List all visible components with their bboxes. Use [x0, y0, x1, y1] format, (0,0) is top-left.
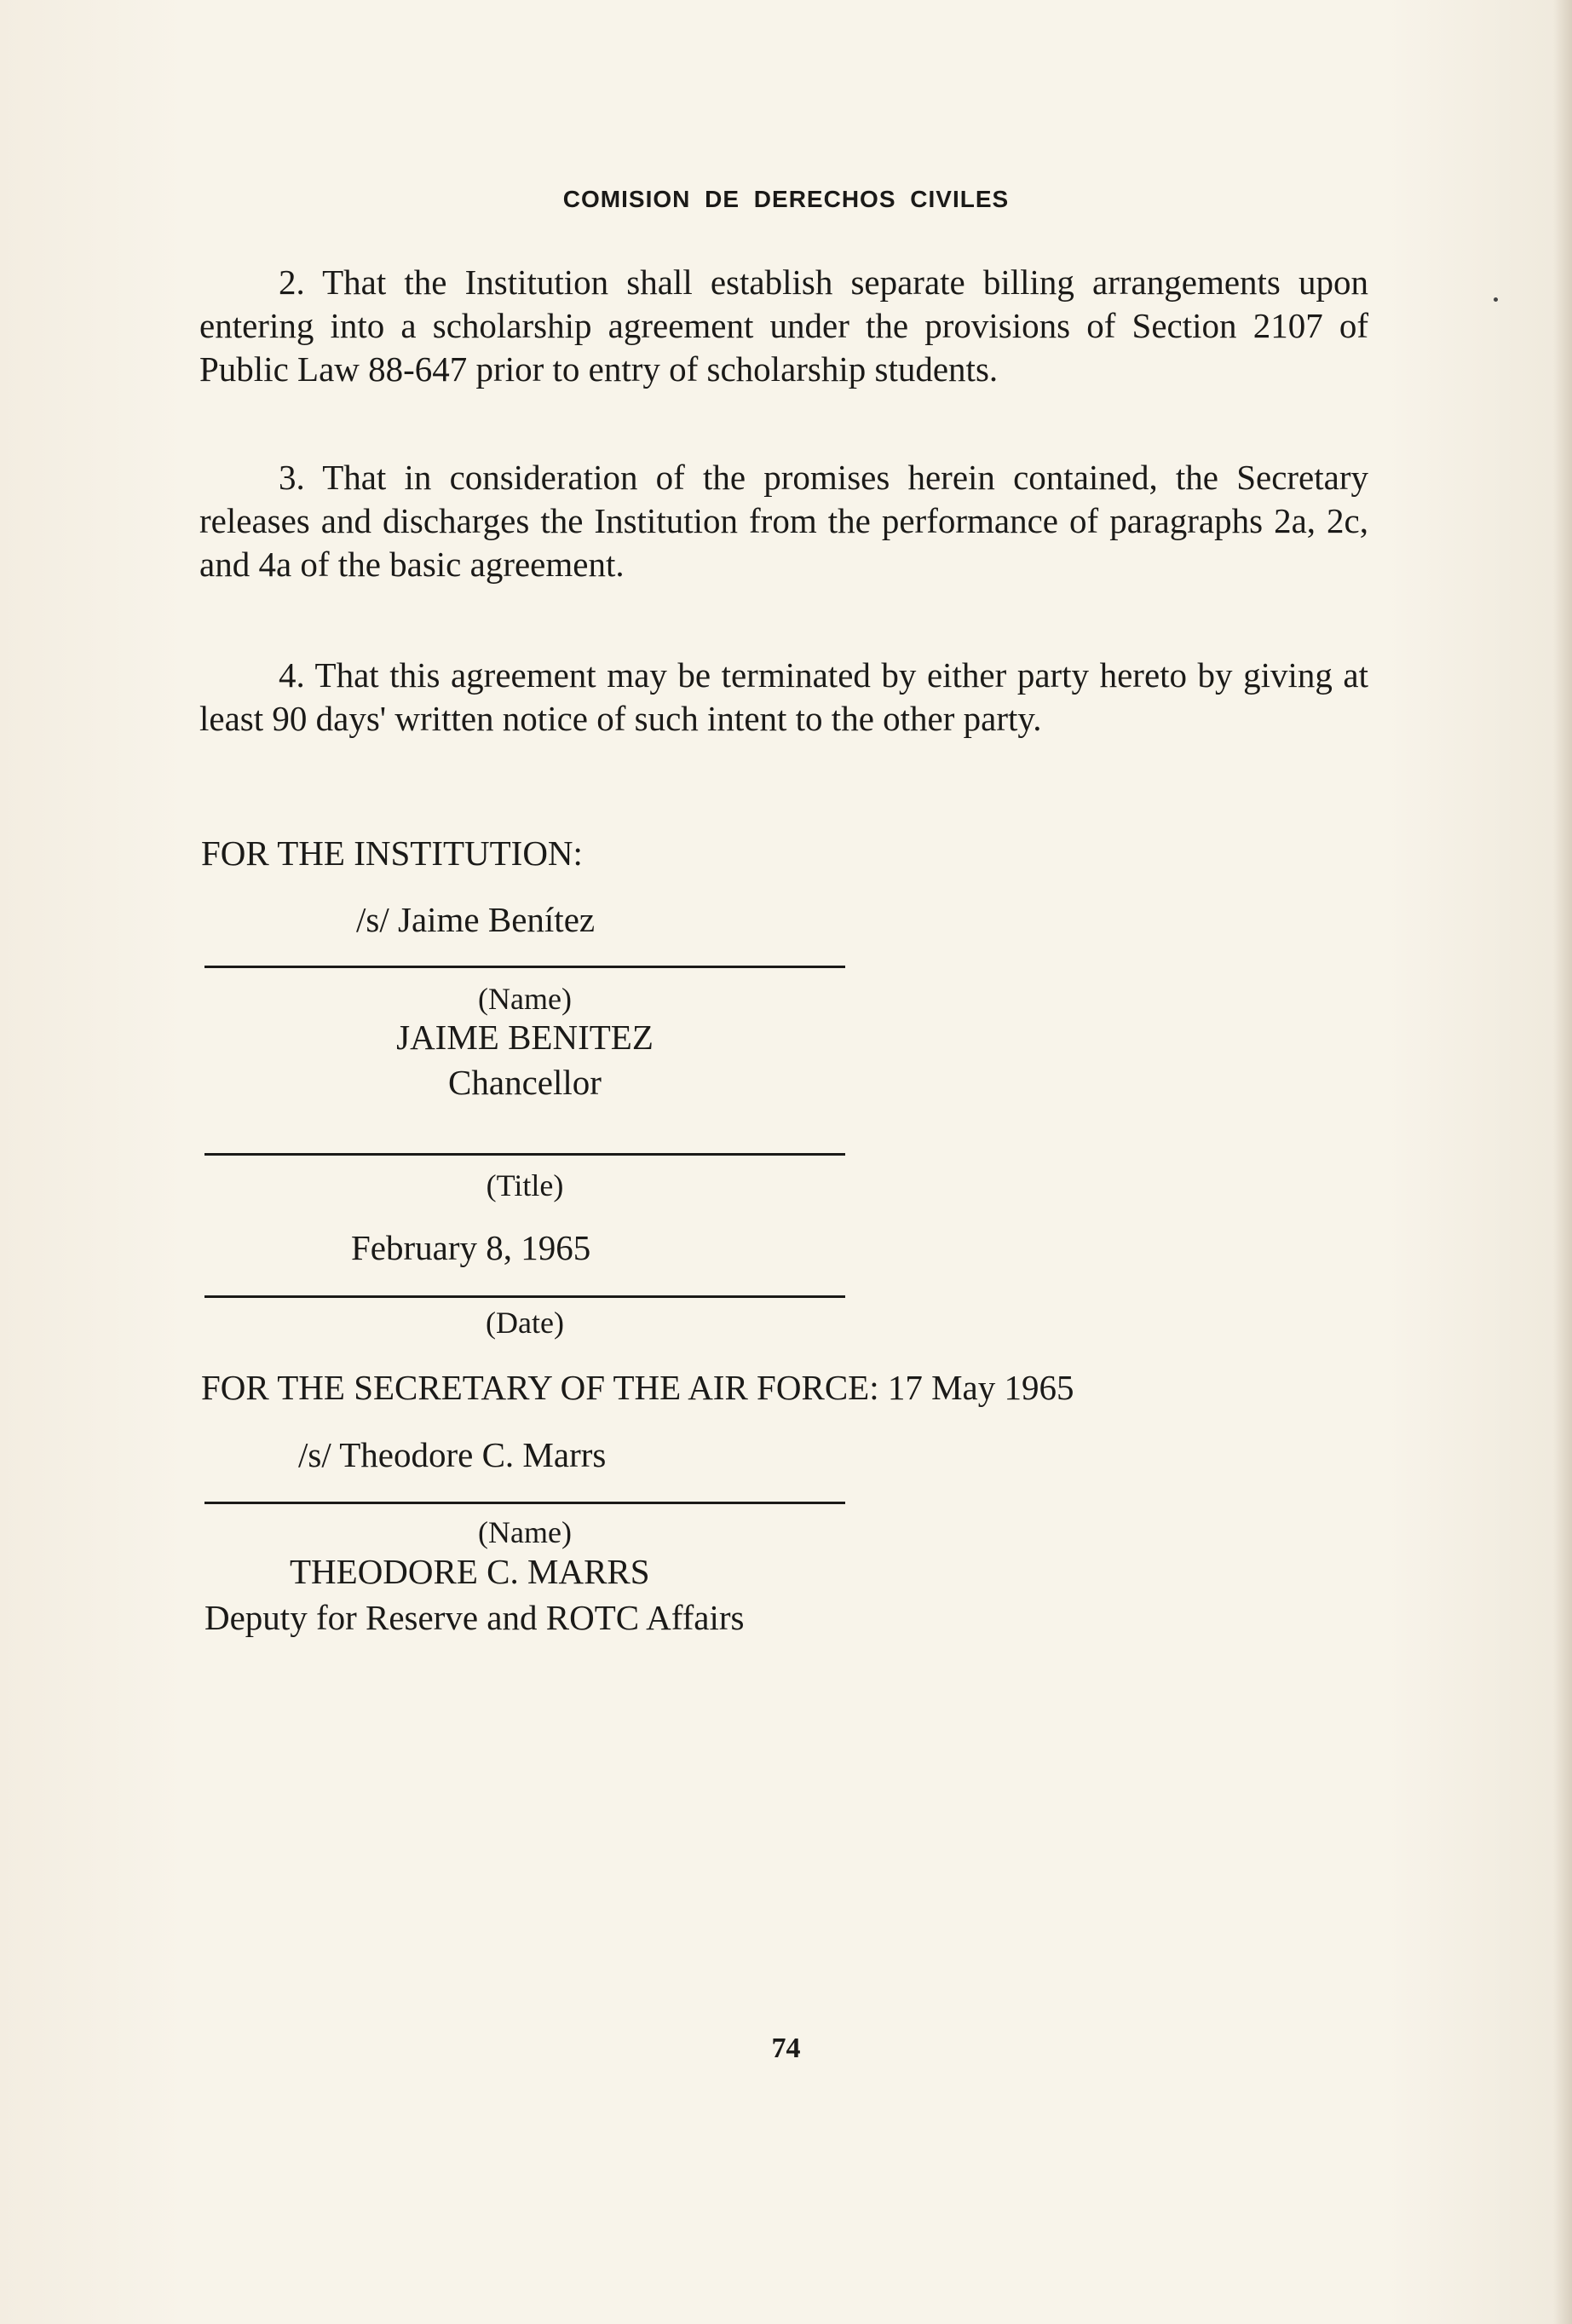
secretary-name-rule: [204, 1502, 845, 1504]
institution-name-rule: [204, 966, 845, 968]
institution-heading: FOR THE INSTITUTION:: [201, 833, 583, 873]
institution-title-rule: [204, 1153, 845, 1156]
running-header: COMISION DE DERECHOS CIVILES: [562, 186, 1010, 212]
secretary-signature: /s/ Theodore C. Marrs: [298, 1435, 607, 1474]
institution-name: JAIME BENITEZ: [396, 1018, 654, 1057]
institution-signature: /s/ Jaime Benítez: [356, 900, 596, 939]
paragraph-3: 3. That in consideration of the promises herein contained, the Secretary releases and discharges the Institution from the performance of paragraphs 2a, 2c, and 4a of the basic agreement.: [199, 458, 1368, 584]
secretary-heading: FOR THE SECRETARY OF THE AIR FORCE: 17 May 1965: [201, 1368, 1074, 1407]
paragraph-4: 4. That this agreement may be terminated by either party hereto by giving at least 90 days' written notice of such intent to the other party.: [199, 655, 1368, 738]
paragraph-2: 2. That the Institution shall establish separate billing arrangements upon entering into a scholarship agreement under the provisions of Section 2107 of Public Law 88-647 prior to entry of scholarship students.: [199, 262, 1368, 389]
institution-date-label: (Date): [486, 1306, 564, 1340]
ink-speck: [1494, 297, 1498, 302]
secretary-title: Deputy for Reserve and ROTC Affairs: [204, 1598, 745, 1637]
page-edge-shadow: [1553, 0, 1572, 2324]
secretary-name: THEODORE C. MARRS: [290, 1552, 650, 1591]
institution-date: February 8, 1965: [351, 1228, 591, 1267]
institution-name-label: (Name): [478, 982, 572, 1016]
page-number: 74: [771, 2033, 801, 2064]
institution-title-label: (Title): [486, 1168, 564, 1202]
secretary-name-label: (Name): [478, 1515, 572, 1549]
institution-date-rule: [204, 1295, 845, 1298]
institution-title: Chancellor: [448, 1063, 602, 1102]
